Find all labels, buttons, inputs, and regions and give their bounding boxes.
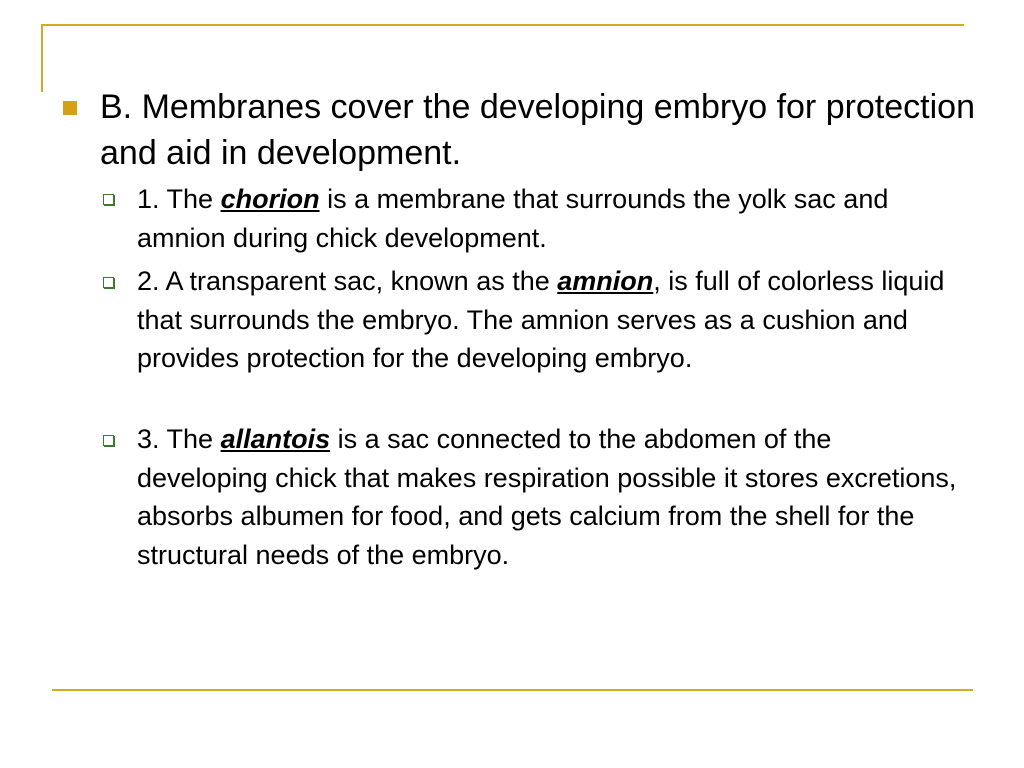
- left-accent-line: [41, 24, 43, 92]
- text: is a sac connected to the abdomen of the developing chick that makes respiration possible it stores excretions, absorbs albumen for food, and gets calcium from the shell for the structural needs of the embryo.: [137, 424, 957, 570]
- square-bullet-icon: [63, 101, 77, 115]
- sub-point-amnion: [137, 262, 967, 378]
- main-point: B. Membranes cover the developing embryo for protection and aid in development.: [100, 88, 976, 172]
- hollow-square-bullet-icon: [103, 277, 114, 288]
- bottom-divider: [52, 689, 973, 691]
- text: , is full of colorless liquid that surrounds the embryo. The amnion serves as a cushion and provides protection for the developing embryo.: [137, 266, 945, 373]
- term-amnion: amnion: [557, 266, 654, 296]
- sub-point-chorion: [137, 180, 967, 257]
- hollow-square-bullet-icon: [103, 194, 114, 205]
- text: is a membrane that surrounds the yolk sac and amnion during chick development.: [137, 184, 889, 253]
- top-divider: [42, 24, 964, 26]
- text: 3. The: [137, 424, 221, 454]
- text: 2. A transparent sac, known as the: [137, 266, 558, 296]
- term-chorion: chorion: [220, 184, 320, 214]
- text: 1. The: [137, 184, 221, 214]
- hollow-square-bullet-icon: [103, 435, 114, 446]
- sub-point-allantois: [137, 420, 967, 574]
- term-allantois: allantois: [220, 424, 331, 454]
